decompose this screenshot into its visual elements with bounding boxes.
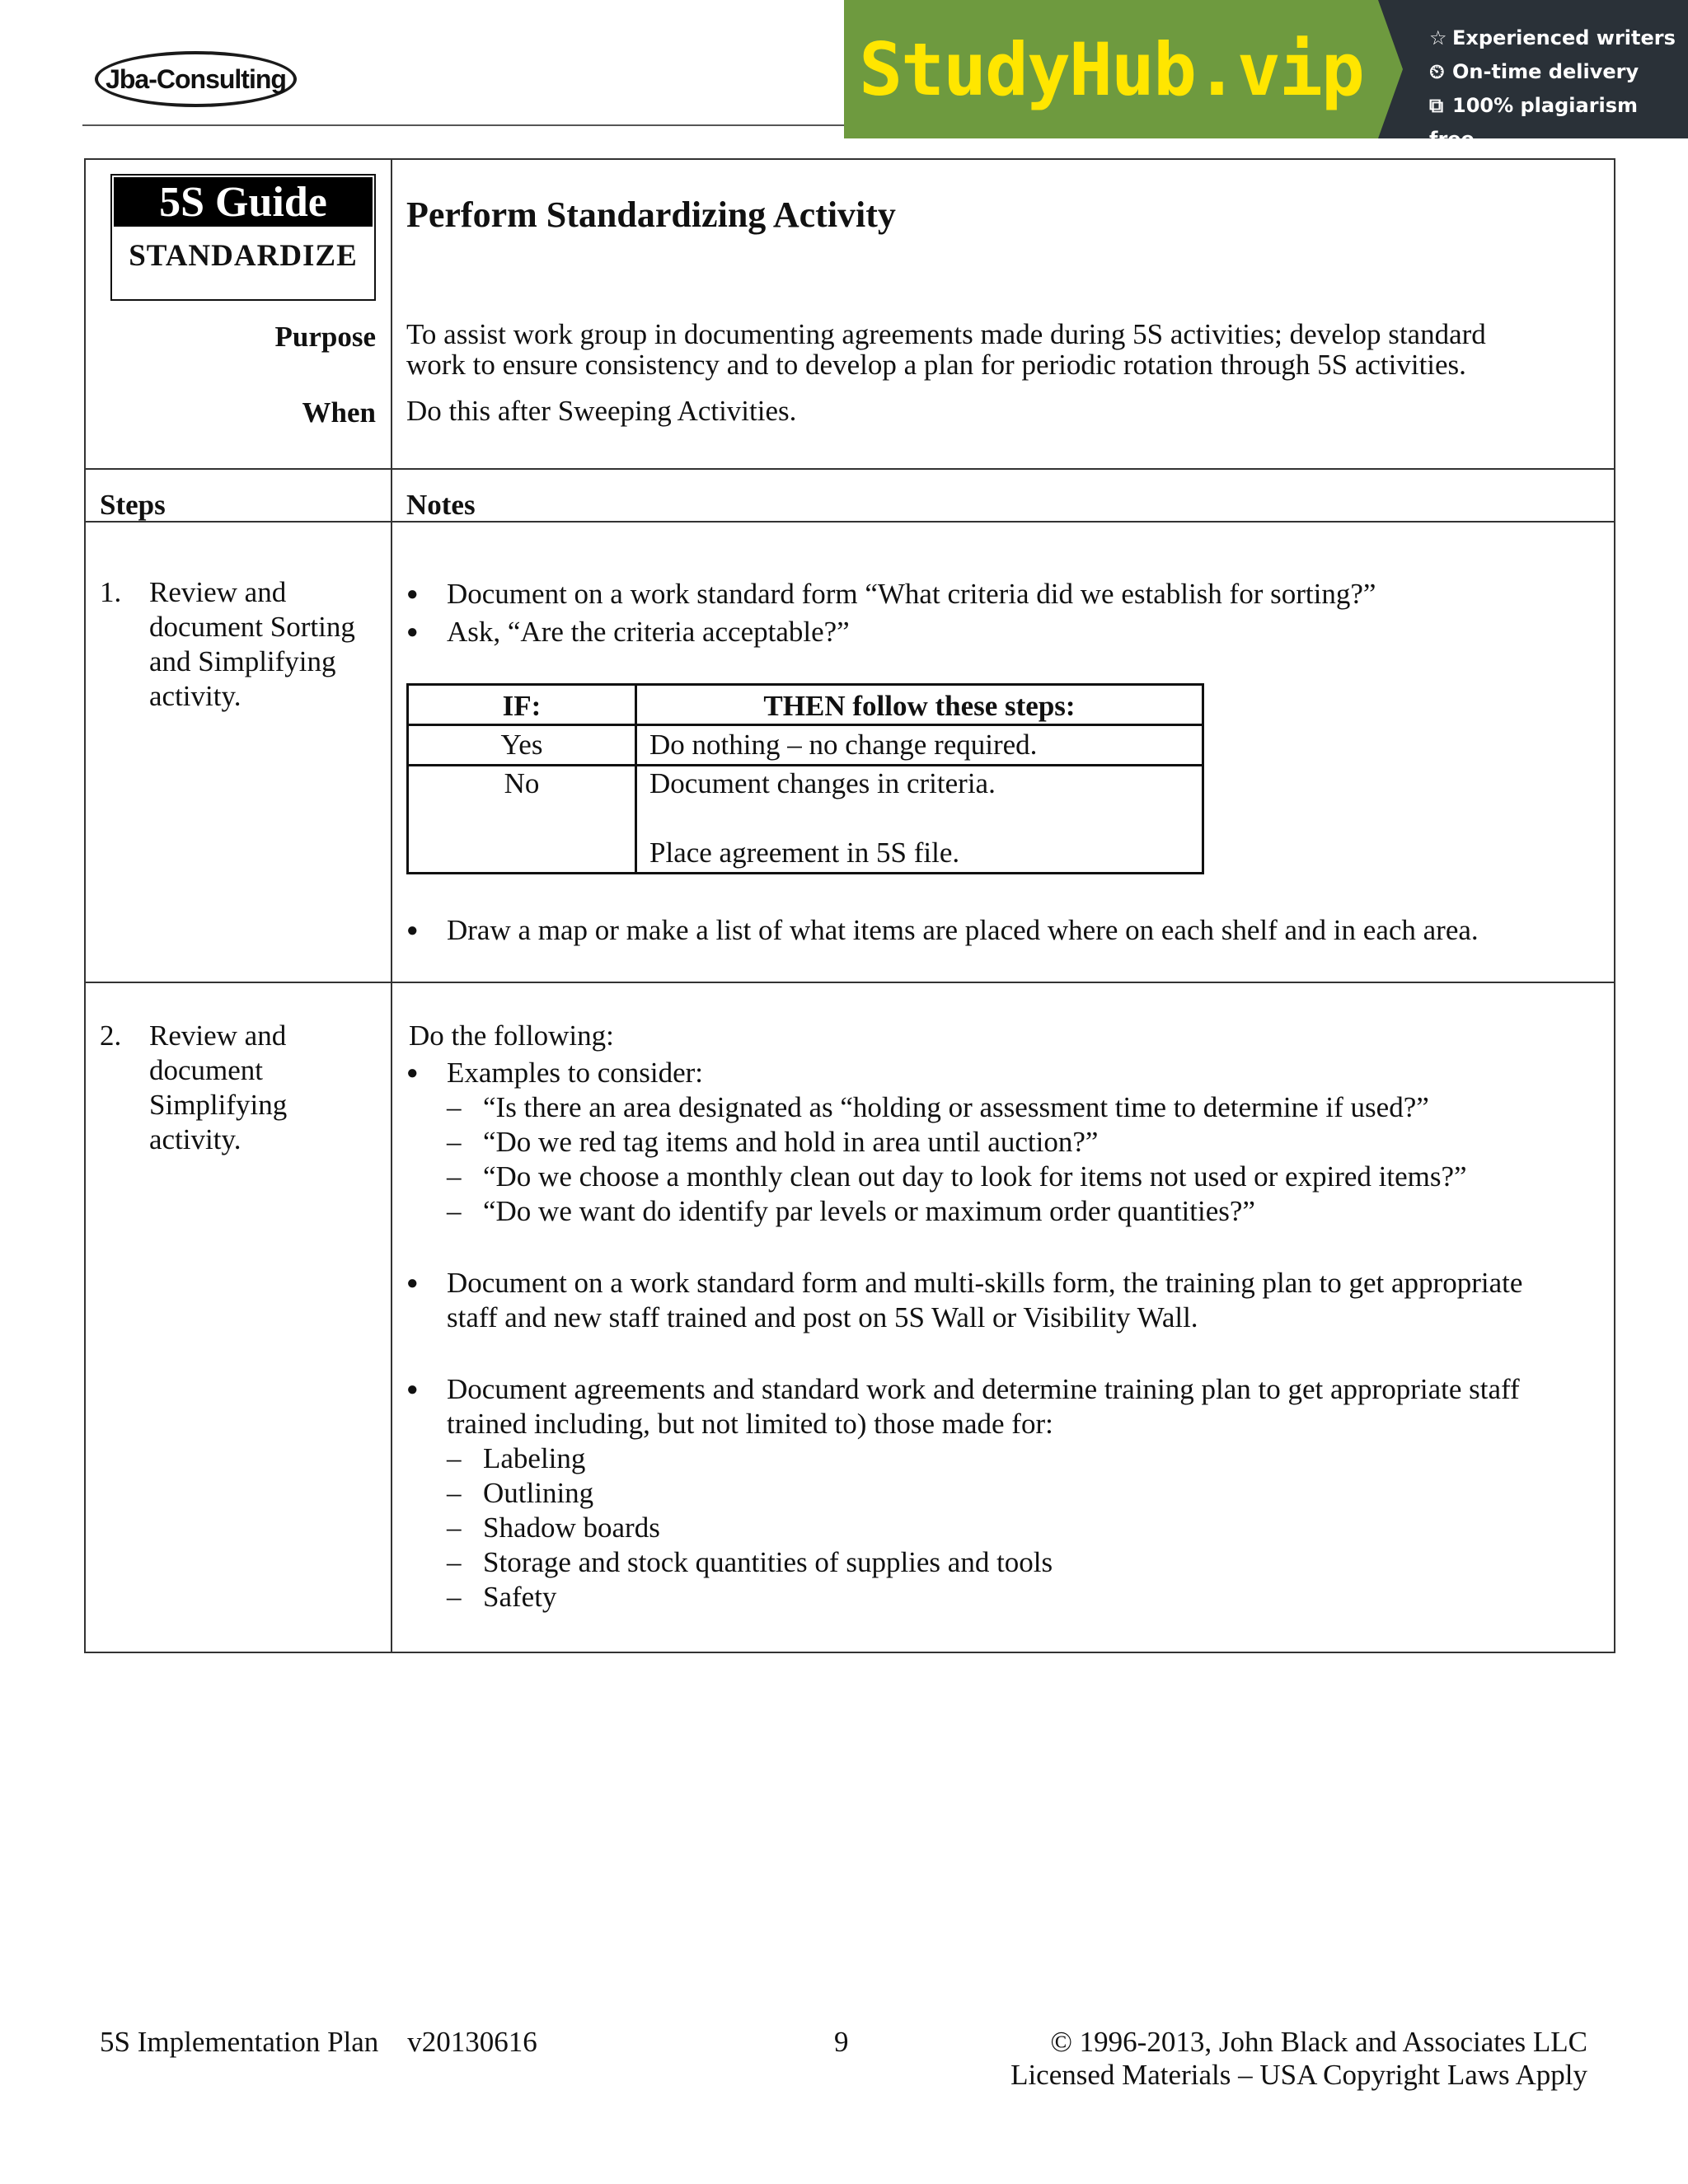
dash-icon: –: [447, 1581, 462, 1613]
purpose-label: Purpose: [274, 321, 376, 353]
sub-item: Labeling: [483, 1442, 586, 1474]
steps-column-header: Steps: [100, 489, 166, 521]
bullet-icon: ●: [406, 920, 419, 941]
copy-icon: ⧉: [1429, 94, 1444, 117]
purpose-text-line: work to ensure consistency and to develop a plan for periodic rotation through 5S activities.: [406, 349, 1466, 381]
step-text-line: Review and: [149, 1019, 287, 1052]
note-bullet: Examples to consider:: [447, 1057, 704, 1089]
guide-badge-subtitle: STANDARDIZE: [129, 239, 358, 273]
example-item: “Do we choose a monthly clean out day to look for items not used or expired items?”: [483, 1160, 1467, 1193]
bullet-icon: ●: [406, 1379, 419, 1400]
purpose-text-line: To assist work group in documenting agreements made during 5S activities; develop standard: [406, 318, 1486, 350]
banner-feature: [1429, 55, 1688, 89]
bullet-icon: ●: [406, 583, 419, 605]
promo-banner[interactable]: [844, 0, 1688, 151]
banner-brand: StudyHub.vip: [859, 26, 1363, 112]
row-divider-step1: [84, 982, 1615, 983]
when-text: Do this after Sweeping Activities.: [406, 395, 797, 427]
row-divider-columns: [84, 521, 1615, 523]
if-cell-yes: Yes: [500, 729, 543, 761]
row-divider-header: [84, 468, 1615, 470]
clock-icon: ⏲: [1429, 60, 1445, 83]
column-divider: [391, 158, 392, 1653]
step-text-line: activity.: [149, 680, 241, 712]
sub-item: Shadow boards: [483, 1511, 660, 1544]
bullet-icon: ●: [406, 1272, 419, 1294]
if-then-row-divider: [409, 724, 1202, 726]
if-then-table: [406, 683, 1204, 874]
banner-feature-label: On-time delivery: [1452, 60, 1639, 83]
example-item: “Do we red tag items and hold in area until auction?”: [483, 1126, 1099, 1158]
then-cell-no-line: Document changes in criteria.: [649, 767, 996, 799]
step-text-line: Simplifying: [149, 1089, 288, 1121]
dash-icon: –: [447, 1126, 462, 1158]
note-bullet: Ask, “Are the criteria acceptable?”: [447, 616, 850, 648]
dash-icon: –: [447, 1546, 462, 1578]
then-cell-no-line: Place agreement in 5S file.: [649, 837, 960, 869]
page-title: Perform Standardizing Activity: [406, 194, 896, 235]
dash-icon: –: [447, 1477, 462, 1509]
banner-brand-panel: [844, 0, 1378, 138]
note-bullet-line: Document agreements and standard work and determine training plan to get appropriate staff: [447, 1373, 1520, 1405]
banner-feature-label: Experienced writers: [1452, 26, 1676, 49]
dash-icon: –: [447, 1091, 462, 1123]
then-cell-yes: Do nothing – no change required.: [649, 729, 1038, 761]
footer-doc-title: [100, 2026, 537, 2059]
banner-feature: [1429, 89, 1688, 157]
sub-item: Storage and stock quantities of supplies and tools: [483, 1546, 1053, 1578]
footer-title: 5S Implementation Plan: [100, 2026, 379, 2058]
banner-feature: [1429, 21, 1688, 55]
when-label: When: [302, 396, 376, 429]
step-number: 2.: [100, 1019, 122, 1052]
banner-feature-label: 100% plagiarism free: [1429, 94, 1639, 151]
guide-badge: [110, 174, 376, 301]
step-text-line: and Simplifying: [149, 645, 336, 677]
banner-features: [1378, 0, 1688, 151]
step2-intro: Do the following:: [409, 1019, 614, 1052]
step-text-line: document: [149, 1054, 264, 1086]
page-number: 9: [834, 2026, 849, 2058]
dash-icon: –: [447, 1511, 462, 1544]
dash-icon: –: [447, 1442, 462, 1474]
example-item: “Is there an area designated as “holding or assessment time to determine if used?”: [483, 1091, 1429, 1123]
note-bullet-line: staff and new staff trained and post on 5S Wall or Visibility Wall.: [447, 1301, 1198, 1333]
sub-item: Outlining: [483, 1477, 594, 1509]
company-logo: [95, 51, 297, 107]
notes-column-header: Notes: [406, 489, 476, 521]
bullet-icon: ●: [406, 621, 419, 643]
bullet-icon: ●: [406, 1062, 419, 1084]
guide-badge-title: 5S Guide: [114, 177, 373, 227]
step-text-line: activity.: [149, 1123, 241, 1155]
note-bullet-line: trained including, but not limited to) those made for:: [447, 1408, 1053, 1440]
footer-version: v20130616: [407, 2026, 537, 2058]
dash-icon: –: [447, 1195, 462, 1227]
if-column-header: IF:: [502, 690, 542, 722]
then-column-header: THEN follow these steps:: [763, 690, 1076, 722]
sub-item: Safety: [483, 1581, 557, 1613]
banner-arrow-tip: [1378, 0, 1403, 138]
star-icon: ☆: [1429, 26, 1447, 49]
logo-text: Jba-Consulting: [106, 63, 286, 94]
footer-license: Licensed Materials – USA Copyright Laws Apply: [1010, 2059, 1587, 2091]
step-number: 1.: [100, 576, 122, 608]
step-text-line: Review and: [149, 576, 287, 608]
note-bullet: Document on a work standard form “What criteria did we establish for sorting?”: [447, 578, 1376, 610]
step-text-line: document Sorting: [149, 611, 355, 643]
note-bullet-line: Document on a work standard form and multi-skills form, the training plan to get appropriate: [447, 1267, 1523, 1299]
note-bullet: Draw a map or make a list of what items are placed where on each shelf and in each area.: [447, 914, 1479, 946]
if-cell-no: No: [504, 767, 540, 799]
footer-copyright: © 1996-2013, John Black and Associates LLC: [1050, 2026, 1587, 2058]
header-divider: [82, 124, 846, 126]
dash-icon: –: [447, 1160, 462, 1193]
example-item: “Do we want do identify par levels or maximum order quantities?”: [483, 1195, 1255, 1227]
